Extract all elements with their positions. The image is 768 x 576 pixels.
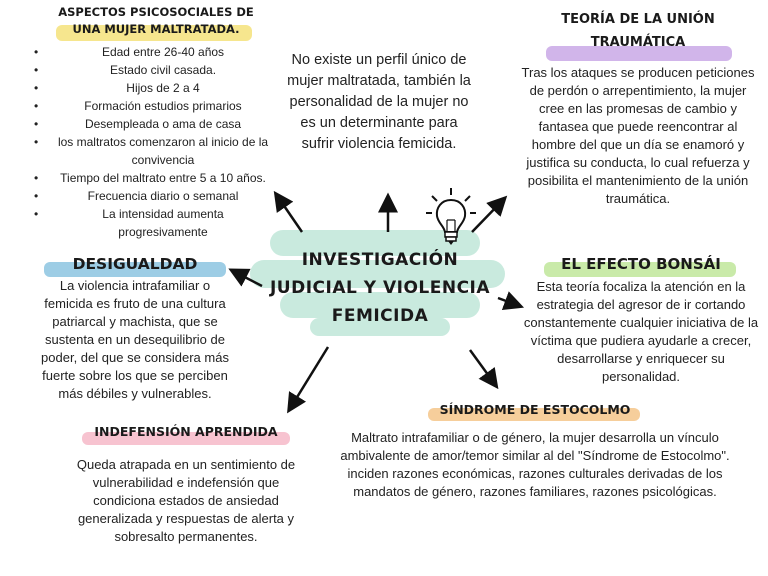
list-item: • Frecuencia diario o semanal (44, 187, 282, 205)
arrow-to-desigualdad (235, 272, 262, 286)
indefension-section (60, 422, 312, 546)
union-text: Tras los ataques se producen peticiones de perdón o arrepentimiento, la mujer cree en las promesas de cambio y fantasea que puede reencontrar al hombre del que un día se enamoró y justifica su conducta, lo cual refuerza y posibilita el mantenimiento de la unión traumática. (521, 65, 755, 206)
aspectos-title-line1: ASPECTOS PSICOSOCIALES DE (58, 5, 254, 19)
list-item: • La intensidad aumenta progresivamente (44, 205, 282, 241)
bonsai-section (520, 252, 762, 386)
list-item: • Hijos de 2 a 4 (44, 79, 282, 97)
arrow-to-estocolmo (470, 350, 494, 383)
aspectos-section (30, 4, 282, 241)
arrow-to-union (472, 201, 502, 232)
union-title-line1: TEORÍA DE LA UNIÓN (561, 12, 715, 27)
desigualdad-section (34, 252, 236, 403)
perfil-text: No existe un perfil único de mujer maltratada, también la personalidad de la mujer no es un determinante para sufrir violencia femicida. (287, 52, 471, 152)
aspectos-title-line2: UNA MUJER MALTRATADA. (72, 22, 240, 36)
estocolmo-section (322, 400, 748, 501)
bonsai-title: EL EFECTO BONSÁI (561, 255, 721, 273)
aspectos-list (30, 43, 282, 241)
list-item: • los maltratos comenzaron al inicio de la convivencia (44, 133, 282, 169)
estocolmo-text: Maltrato intrafamiliar o de género, la mujer desarrolla un vínculo ambivalente de amor/temor similar al del "Síndrome de Estocolmo". inciden razones económicas, razones culturales derivadas de los mandatos de género, razones familiares, razones psicológicas. (340, 430, 730, 499)
list-item: • Tiempo del maltrato entre 5 a 10 años. (44, 169, 282, 187)
list-item: • Edad entre 26-40 años (44, 43, 282, 61)
list-item: • Desempleada o ama de casa (44, 115, 282, 133)
desigualdad-title: DESIGUALDAD (72, 255, 198, 273)
center-title-line3: FEMICIDA (331, 306, 429, 326)
list-item: • Estado civil casada. (44, 61, 282, 79)
center-title-line1: INVESTIGACIÓN (301, 250, 459, 270)
bonsai-text: Esta teoría focaliza la atención en la estrategia del agresor de ir cortando constantemente cualquier iniciativa de la víctima que pudiera ayudarle a crecer, desarrollarse y enriquecer su personalidad. (523, 279, 759, 384)
center-title-line2: JUDICIAL Y VIOLENCIA (269, 278, 491, 298)
indefension-title: INDEFENSIÓN APRENDIDA (94, 424, 278, 439)
arrow-to-bonsai (498, 298, 517, 305)
arrow-to-indefension (291, 347, 328, 407)
estocolmo-title: SÍNDROME DE ESTOCOLMO (439, 402, 631, 417)
list-item: • Formación estudios primarios (44, 97, 282, 115)
desigualdad-text: La violencia intrafamiliar o femicida es fruto de una cultura patriarcal y machista, que se sustenta en un desequilibrio de poder, del que se considera más fuerte sobre los que se perciben más débiles y vulnerables. (41, 278, 229, 401)
indefension-text: Queda atrapada en un sentimiento de vulnerabilidad e indefensión que condiciona estados de ansiedad generalizada y respuestas de alerta y sobresalto permanentes. (76, 457, 296, 544)
union-title-line2: TRAUMÁTICA (590, 35, 686, 50)
union-section (518, 8, 758, 208)
